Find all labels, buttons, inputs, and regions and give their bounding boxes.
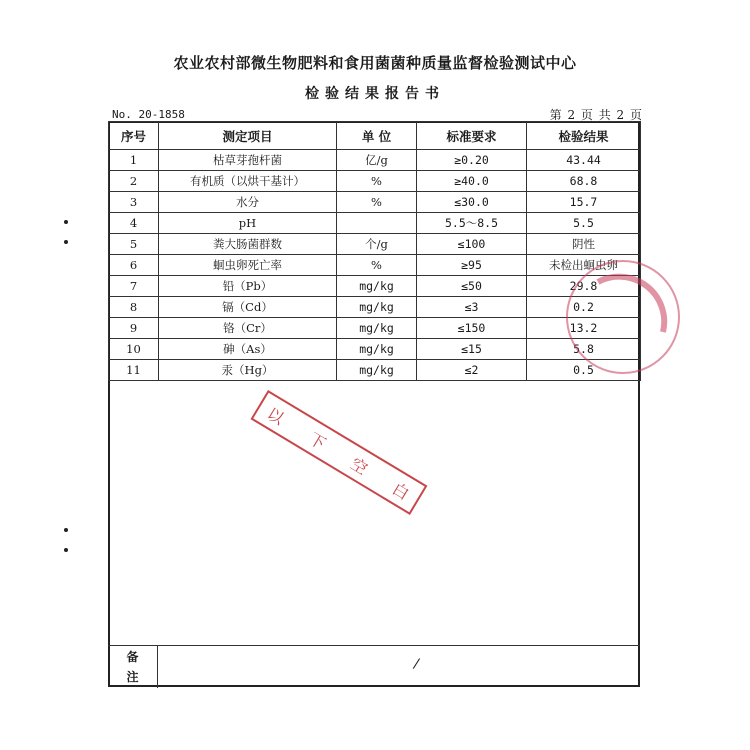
col-header-no: 序号 xyxy=(109,122,159,150)
cell-standard: ≤15 xyxy=(417,339,527,360)
remarks-section xyxy=(108,645,640,688)
cell-no: 3 xyxy=(109,192,159,213)
cell-standard: ≤30.0 xyxy=(417,192,527,213)
stamp-char: 下 xyxy=(305,428,330,454)
cell-no: 1 xyxy=(109,150,159,171)
cell-unit: mg/kg xyxy=(337,360,417,381)
table-row xyxy=(109,150,641,171)
report-title: 检验结果报告书 xyxy=(305,86,445,102)
cell-no: 6 xyxy=(109,255,159,276)
table-row xyxy=(109,276,641,297)
cell-result: 0.5 xyxy=(527,360,641,381)
cell-standard: ≤2 xyxy=(417,360,527,381)
cell-no: 4 xyxy=(109,213,159,234)
cell-unit: 亿/g xyxy=(337,150,417,171)
cell-no: 10 xyxy=(109,339,159,360)
cell-item: 铅（Pb） xyxy=(159,276,337,297)
stamp-char: 以 xyxy=(264,403,288,429)
cell-unit: % xyxy=(337,255,417,276)
table-row xyxy=(109,339,641,360)
cell-no: 8 xyxy=(109,297,159,318)
results-table xyxy=(108,121,641,381)
remarks-label xyxy=(108,646,158,688)
cell-unit: mg/kg xyxy=(337,339,417,360)
cell-unit xyxy=(337,213,417,234)
cell-standard: ≤150 xyxy=(417,318,527,339)
cell-result: 5.8 xyxy=(527,339,641,360)
punch-mark xyxy=(64,220,68,224)
col-header-result: 检验结果 xyxy=(527,122,641,150)
cell-result: 0.2 xyxy=(527,297,641,318)
cell-item: 镉（Cd） xyxy=(159,297,337,318)
cell-item: 铬（Cr） xyxy=(159,318,337,339)
table-header-row xyxy=(109,122,641,150)
stamp-char: 空 xyxy=(347,453,372,479)
table-row xyxy=(109,234,641,255)
seal-graphic xyxy=(568,262,678,372)
cell-item: 汞（Hg） xyxy=(159,360,337,381)
seal-arc xyxy=(598,277,664,332)
cell-result: 5.5 xyxy=(527,213,641,234)
cell-item: pH xyxy=(159,213,337,234)
table-row xyxy=(109,360,641,381)
organization-title: 农业农村部微生物肥料和食用菌菌种质量监督检验测试中心 xyxy=(173,54,577,72)
table-row xyxy=(109,213,641,234)
remarks-value: / xyxy=(412,655,421,673)
cell-unit: 个/g xyxy=(337,234,417,255)
cell-item: 水分 xyxy=(159,192,337,213)
cell-standard: ≥95 xyxy=(417,255,527,276)
cell-item: 粪大肠菌群数 xyxy=(159,234,337,255)
col-header-unit: 单 位 xyxy=(337,122,417,150)
cell-result: 29.8 xyxy=(527,276,641,297)
punch-mark xyxy=(64,548,68,552)
cell-unit: % xyxy=(337,171,417,192)
cell-result: 13.2 xyxy=(527,318,641,339)
cell-no: 9 xyxy=(109,318,159,339)
table-row xyxy=(109,192,641,213)
col-header-item: 测定项目 xyxy=(159,122,337,150)
table-row xyxy=(109,318,641,339)
cell-unit: mg/kg xyxy=(337,318,417,339)
cell-item: 枯草芽孢杆菌 xyxy=(159,150,337,171)
table-row xyxy=(109,171,641,192)
stamp-char: 白 xyxy=(389,478,413,504)
report-number: No. 20-1858 xyxy=(112,108,185,121)
cell-standard: 5.5～8.5 xyxy=(417,213,527,234)
punch-mark xyxy=(64,528,68,532)
remarks-label-top: 备 xyxy=(126,650,139,664)
remarks-label-bottom: 注 xyxy=(126,670,139,684)
cell-unit: % xyxy=(337,192,417,213)
punch-mark xyxy=(64,240,68,244)
cell-no: 5 xyxy=(109,234,159,255)
table-row xyxy=(109,297,641,318)
cell-unit: mg/kg xyxy=(337,276,417,297)
cell-item: 砷（As） xyxy=(159,339,337,360)
cell-standard: ≥40.0 xyxy=(417,171,527,192)
cell-standard: ≤50 xyxy=(417,276,527,297)
cell-result: 阴性 xyxy=(527,234,641,255)
cell-result: 15.7 xyxy=(527,192,641,213)
cell-standard: ≥0.20 xyxy=(417,150,527,171)
cell-standard: ≤100 xyxy=(417,234,527,255)
cell-item: 蛔虫卵死亡率 xyxy=(159,255,337,276)
cell-unit: mg/kg xyxy=(337,297,417,318)
cell-result: 未检出蛔虫卵 xyxy=(527,255,641,276)
table-row xyxy=(109,255,641,276)
cell-no: 11 xyxy=(109,360,159,381)
official-seal-icon xyxy=(566,260,680,374)
col-header-standard: 标准要求 xyxy=(417,122,527,150)
cell-result: 68.8 xyxy=(527,171,641,192)
cell-no: 7 xyxy=(109,276,159,297)
cell-result: 43.44 xyxy=(527,150,641,171)
page-indicator: 第 2 页 共 2 页 xyxy=(549,108,643,122)
cell-standard: ≤3 xyxy=(417,297,527,318)
cell-no: 2 xyxy=(109,171,159,192)
cell-item: 有机质（以烘干基计） xyxy=(159,171,337,192)
